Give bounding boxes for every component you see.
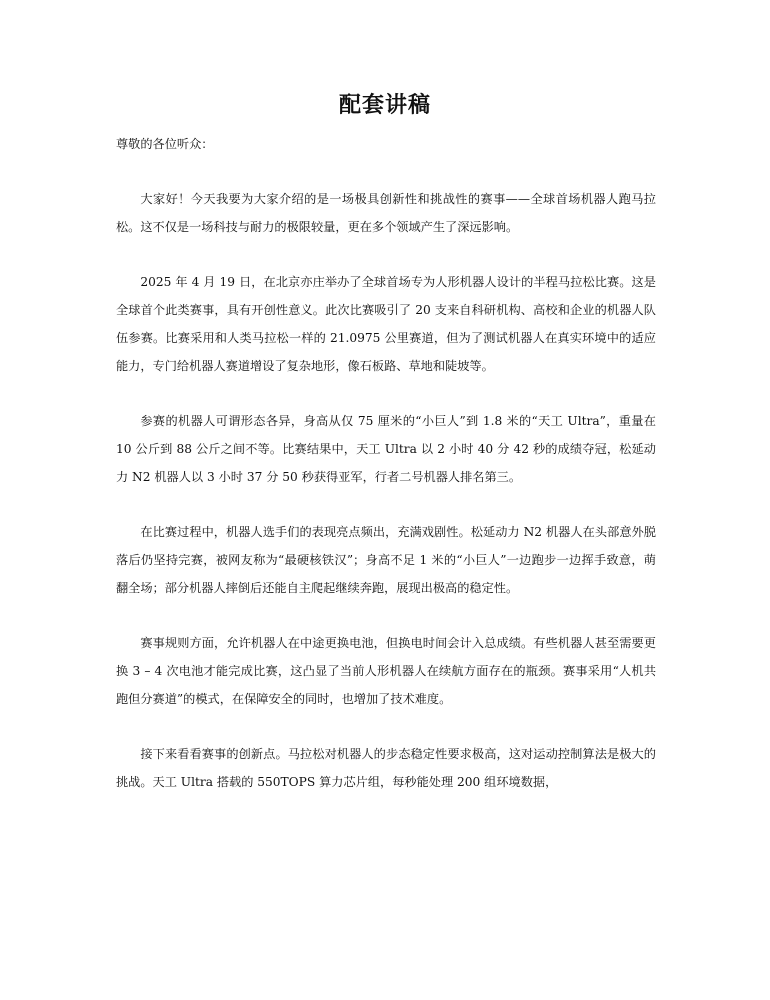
paragraph-rules: 赛事规则方面，允许机器人在中途更换电池，但换电时间会计入总成绩。有些机器人甚至需要更换 3 – 4 次电池才能完成比赛，这凸显了当前人形机器人在续航方面存在的瓶颈。赛事采用“人机共跑但分赛道”的模式，在保障安全的同时，也增加了技术难度。	[116, 636, 656, 706]
paragraph-innovation: 接下来看看赛事的创新点。马拉松对机器人的步态稳定性要求极高，这对运动控制算法是极大的挑战。天工 Ultra 搭载的 550TOPS 算力芯片组，每秒能处理 200 组环境数据，	[116, 747, 656, 789]
paragraph-highlights: 在比赛过程中，机器人选手们的表现亮点频出，充满戏剧性。松延动力 N2 机器人在头部意外脱落后仍坚持完赛，被网友称为“最硬核铁汉”；身高不足 1 米的“小巨人”一边跑步一边挥手致意，萌翻全场；部分机器人摔倒后还能自主爬起继续奔跑，展现出极高的稳定性。	[116, 525, 656, 595]
document-body	[116, 130, 656, 823]
greeting: 尊敬的各位听众：	[116, 137, 214, 151]
paragraph-participants-results: 参赛的机器人可谓形态各异，身高从仅 75 厘米的“小巨人”到 1.8 米的“天工 Ultra”，重量在 10 公斤到 88 公斤之间不等。比赛结果中，天工 Ultra 以 2 小时 40 分 42 秒的成绩夺冠，松延动力 N2 机器人以 3 小时 37 分 50 秒获得亚军，行者二号机器人排名第三。	[116, 414, 656, 484]
paragraph-intro: 大家好！今天我要为大家介绍的是一场极具创新性和挑战性的赛事——全球首场机器人跑马拉松。这不仅是一场科技与耐力的极限较量，更在多个领域产生了深远影响。	[116, 192, 656, 234]
paragraph-event-overview: 2025 年 4 月 19 日，在北京亦庄举办了全球首场专为人形机器人设计的半程马拉松比赛。这是全球首个此类赛事，具有开创性意义。此次比赛吸引了 20 支来自科研机构、高校和企业的机器人队伍参赛。比赛采用和人类马拉松一样的 21.0975 公里赛道，但为了测试机器人在真实环境中的适应能力，专门给机器人赛道增设了复杂地形，像石板路、草地和陡坡等。	[116, 275, 656, 373]
document-title: 配套讲稿	[338, 92, 431, 118]
